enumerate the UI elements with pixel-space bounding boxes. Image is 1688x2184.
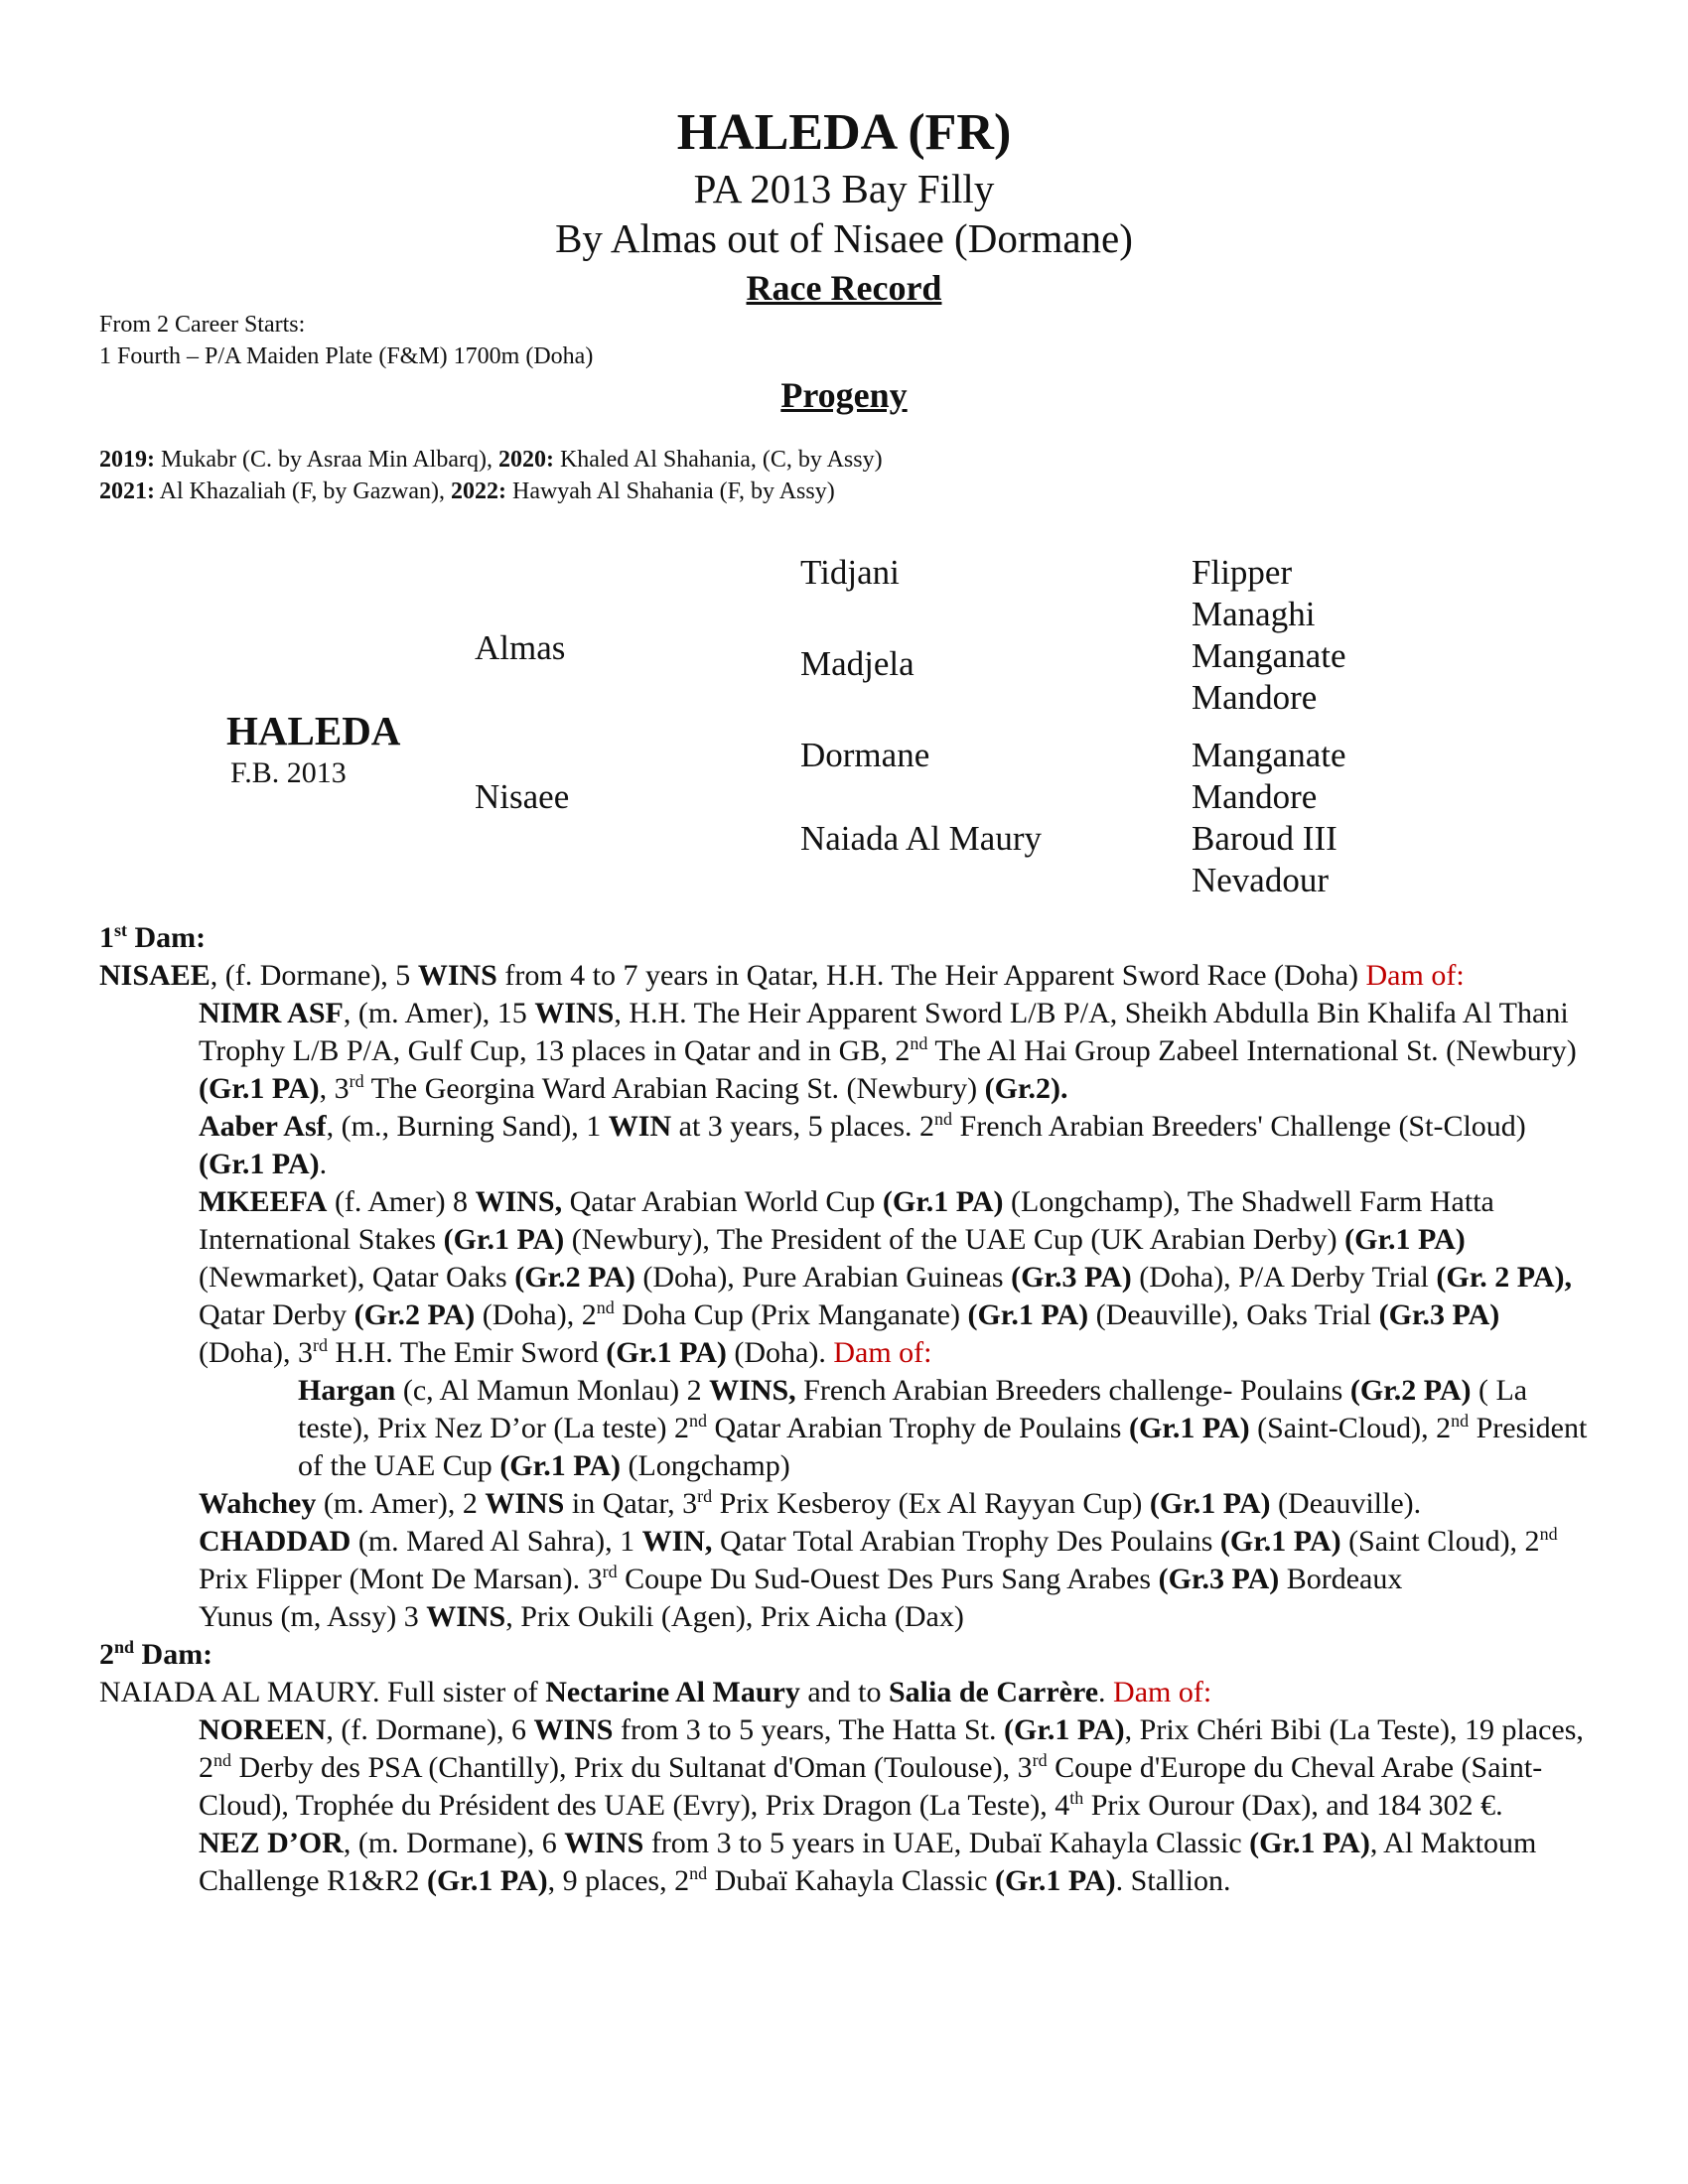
pedigree-horse-desc: F.B. 2013	[230, 756, 347, 789]
family-section	[99, 919, 1599, 1900]
race-record-heading: Race Record	[746, 268, 942, 308]
second-dam-heading: 2nd Dam:	[99, 1637, 213, 1671]
pedigree-sire-dam: Madjela	[800, 644, 914, 683]
progeny-year: 2021:	[99, 478, 155, 504]
produce-entry: MKEEFA (f. Amer) 8 WINS, Qatar Arabian World Cup (Gr.1 PA) (Longchamp), The Shadwell Farm Hatta International Stakes (Gr.1 PA) (Newbury), The President of the UAE Cup (UK Arabian Derby) (Gr.1 PA) (Newmarket), Qatar Oaks (Gr.2 PA) (Doha), Pure Arabian Guineas (Gr.3 PA) (Doha), P/A Derby Trial (Gr. 2 PA), Qatar Derby (Gr.2 PA) (Doha), 2nd Doha Cup (Prix Manganate) (Gr.1 PA) (Deauville), Oaks Trial (Gr.3 PA) (Doha), 3rd H.H. The Emir Sword (Gr.1 PA) (Doha). Dam of:	[199, 1185, 1573, 1369]
horse-description: PA 2013 Bay Filly	[693, 166, 995, 211]
progeny-entry: Khaled Al Shahania, (C, by Assy)	[553, 447, 883, 473]
produce-entry: CHADDAD (m. Mared Al Sahra), 1 WIN, Qatar Total Arabian Trophy Des Poulains (Gr.1 PA) (Saint Cloud), 2nd Prix Flipper (Mont De Marsan). 3rd Coupe Du Sud-Ouest Des Purs Sang Arabes (Gr.3 PA) Bordeaux	[199, 1524, 1558, 1595]
progeny-heading: Progeny	[780, 375, 908, 415]
pedigree-gen3: Managhi	[1192, 595, 1316, 633]
pedigree-sire-sire: Tidjani	[800, 553, 900, 592]
progeny-year: 2022:	[450, 478, 506, 504]
first-dam-entry: NISAEE, (f. Dormane), 5 WINS from 4 to 7 years in Qatar, H.H. The Heir Apparent Sword Race (Doha) Dam of:	[99, 959, 1465, 992]
progeny-year: 2019:	[99, 447, 155, 473]
produce-entry: NOREEN, (f. Dormane), 6 WINS from 3 to 5 years, The Hatta St. (Gr.1 PA), Prix Chéri Bibi (La Teste), 19 places, 2nd Derby des PSA (Chantilly), Prix du Sultanat d'Oman (Toulouse), 3rd Coupe d'Europe du Cheval Arabe (Saint-Cloud), Trophée du Président des UAE (Evry), Prix Dragon (La Teste), 4th Prix Ourour (Dax), and 184 302 €.	[199, 1713, 1584, 1822]
progeny-entry: Al Khazaliah (F, by Gazwan),	[155, 478, 451, 504]
produce-entry: Wahchey (m. Amer), 2 WINS in Qatar, 3rd Prix Kesberoy (Ex Al Rayyan Cup) (Gr.1 PA) (Deauville).	[199, 1486, 1422, 1520]
progeny-year: 2020:	[497, 447, 554, 473]
pedigree-gen3: Flipper	[1192, 553, 1293, 592]
pedigree-gen3: Manganate	[1192, 636, 1346, 675]
progeny-entry: Hawyah Al Shahania (F, by Assy)	[505, 478, 835, 504]
dam-of-label: Dam of:	[1113, 1676, 1212, 1708]
pedigree-gen3: Baroud III	[1192, 819, 1337, 858]
second-dam-entry: NAIADA AL MAURY. Full sister of Nectarine Al Maury and to Salia de Carrère. Dam of:	[99, 1676, 1212, 1708]
pedigree-gen3: Mandore	[1192, 777, 1318, 816]
pedigree-gen3: Mandore	[1192, 678, 1318, 717]
dam-of-label: Dam of:	[1365, 959, 1465, 992]
race-record-line: 1 Fourth – P/A Maiden Plate (F&M) 1700m (Doha)	[99, 343, 594, 369]
produce-entry: Yunus (m, Assy) 3 WINS, Prix Oukili (Agen), Prix Aicha (Dax)	[199, 1600, 964, 1633]
pedigree-gen3: Nevadour	[1192, 861, 1330, 899]
first-dam-heading: 1st Dam:	[99, 920, 207, 954]
dam-of-label: Dam of:	[833, 1336, 932, 1369]
pedigree-dam-dam: Naiada Al Maury	[800, 819, 1042, 858]
horse-breeding: By Almas out of Nisaee (Dormane)	[555, 215, 1133, 261]
pedigree-horse-name: HALEDA	[226, 708, 401, 753]
progeny-line	[99, 476, 835, 507]
produce-entry: Hargan (c, Al Mamun Monlau) 2 WINS, French Arabian Breeders challenge- Poulains (Gr.2 PA) ( La teste), Prix Nez D’or (La teste) 2nd Qatar Arabian Trophy de Poulains (Gr.1 PA) (Saint-Cloud), 2nd President of the UAE Cup (Gr.1 PA) (Longchamp)	[298, 1374, 1588, 1482]
progeny-line	[99, 444, 883, 476]
pedigree-dam: Nisaee	[475, 777, 570, 816]
produce-entry: NEZ D’OR, (m. Dormane), 6 WINS from 3 to 5 years in UAE, Dubaï Kahayla Classic (Gr.1 PA), Al Maktoum Challenge R1&R2 (Gr.1 PA), 9 places, 2nd Dubaï Kahayla Classic (Gr.1 PA). Stallion.	[199, 1827, 1537, 1897]
horse-title: HALEDA (FR)	[676, 104, 1012, 161]
pedigree-gen3: Manganate	[1192, 736, 1346, 774]
produce-entry: NIMR ASF, (m. Amer), 15 WINS, H.H. The Heir Apparent Sword L/B P/A, Sheikh Abdulla Bin Khalifa Al Thani Trophy L/B P/A, Gulf Cup, 13 places in Qatar and in GB, 2nd The Al Hai Group Zabeel International St. (Newbury) (Gr.1 PA), 3rd The Georgina Ward Arabian Racing St. (Newbury) (Gr.2).	[199, 997, 1577, 1105]
produce-entry: Aaber Asf, (m., Burning Sand), 1 WIN at 3 years, 5 places. 2nd French Arabian Breeders' Challenge (St-Cloud) (Gr.1 PA).	[199, 1109, 1526, 1180]
pedigree-dam-sire: Dormane	[800, 736, 930, 774]
pedigree-sire: Almas	[475, 628, 566, 667]
race-record-line: From 2 Career Starts:	[99, 312, 306, 338]
progeny-entry: Mukabr (C. by Asraa Min Albarq),	[155, 447, 498, 473]
